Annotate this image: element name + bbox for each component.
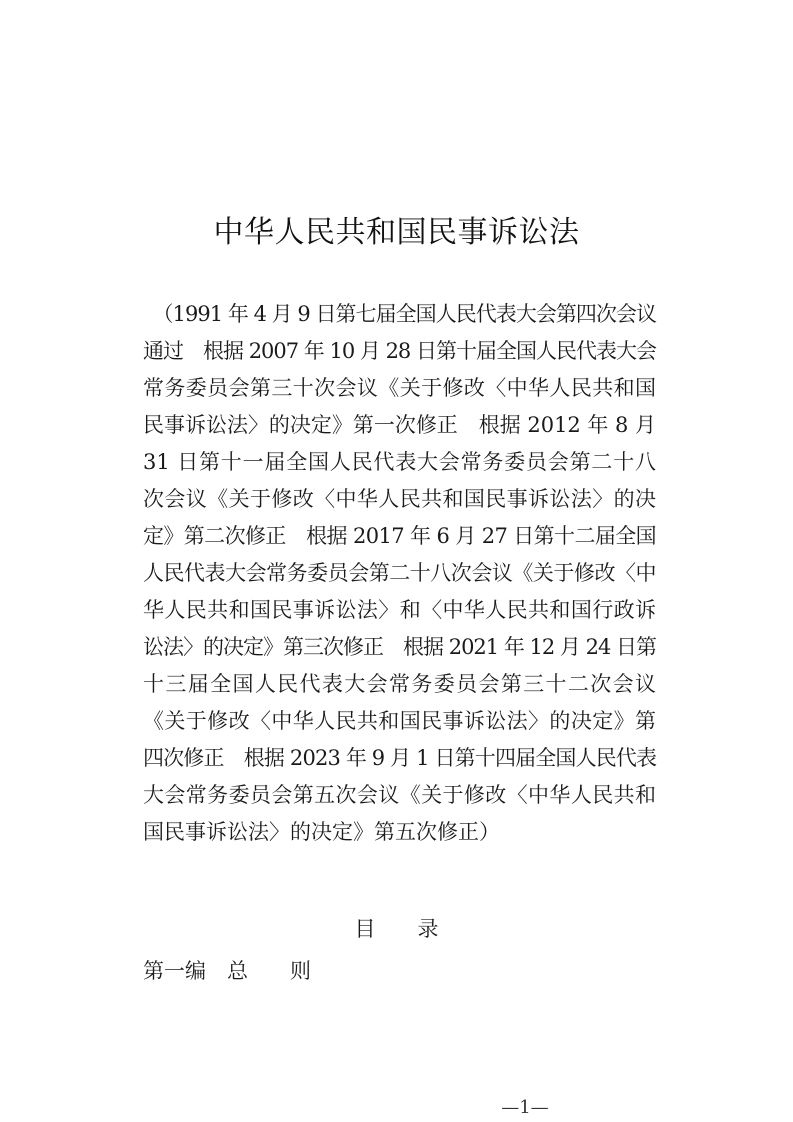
preamble-line: 讼法〉的决定》第三次修正 根据 2021 年 12 月 24 日第: [143, 635, 656, 659]
preamble-line: 十三届全国人民代表大会常务委员会第三十二次会议: [143, 672, 656, 696]
toc-list: [143, 953, 656, 990]
page-footer: [0, 1072, 793, 1122]
preamble-line: 31 日第十一届全国人民代表大会常务委员会第二十八: [143, 450, 656, 474]
preamble-line: 次会议《关于修改〈中华人民共和国民事诉讼法〉的决: [143, 487, 656, 511]
preamble-line: 定》第二次修正 根据 2017 年 6 月 27 日第十二届全国: [143, 524, 656, 548]
preamble-line: 国民事诉讼法〉的决定》第五次修正）: [143, 820, 500, 844]
preamble-line: 华人民共和国民事诉讼法〉和〈中华人民共和国行政诉: [143, 598, 656, 622]
preamble-line: 《关于修改〈中华人民共和国民事诉讼法〉的决定》第: [143, 709, 656, 733]
preamble-line: 四次修正 根据 2023 年 9 月 1 日第十四届全国人民代表: [143, 746, 657, 770]
preamble-line: （1991 年 4 月 9 日第七届全国人民代表大会第四次会议: [143, 302, 657, 326]
page-title: 中华人民共和国民事诉讼法: [213, 215, 580, 250]
toc-heading: 目 录: [354, 917, 439, 941]
preamble-line: 大会常务委员会第五次会议《关于修改〈中华人民共和: [143, 783, 656, 807]
page-number: —1—: [501, 1097, 549, 1118]
toc-item-part-one[interactable]: 第一编 总 则: [143, 959, 311, 983]
preamble-paragraph: [143, 296, 656, 851]
preamble-line: 民事诉讼法〉的决定》第一次修正 根据 2012 年 8 月: [143, 413, 656, 437]
preamble-line: 人民代表大会常务委员会第二十八次会议《关于修改〈中: [143, 561, 656, 585]
preamble-line: 通过 根据 2007 年 10 月 28 日第十届全国人民代表大会: [143, 339, 656, 363]
preamble-line: 常务委员会第三十次会议《关于修改〈中华人民共和国: [143, 376, 656, 400]
